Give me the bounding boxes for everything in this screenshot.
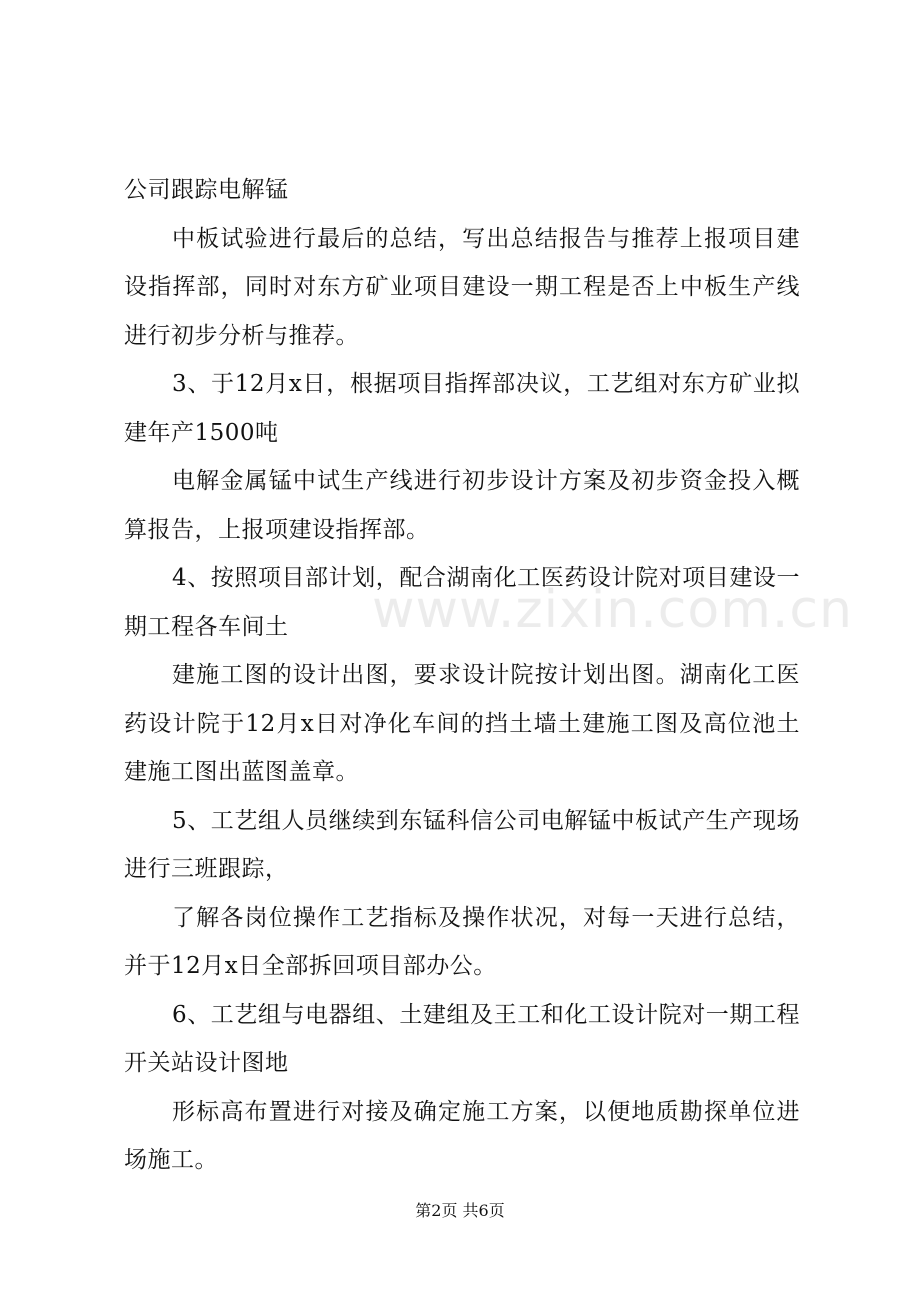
- paragraph-8: 了解各岗位操作工艺指标及操作状况，对每一天进行总结，并于12月x日全部拆回项目部办公。: [124, 904, 800, 979]
- watermark: www.zixin.com.cn: [372, 580, 853, 640]
- paragraph-2: 中板试验进行最后的总结，写出总结报告与推荐上报项目建设指挥部，同时对东方矿业项目建设一期工程是否上中板生产线进行初步分析与推荐。: [124, 225, 800, 349]
- page-number-footer: 第2页 共6页: [415, 1201, 505, 1220]
- paragraph-5: 4、按照项目部计划，配合湖南化工医药设计院对项目建设一期工程各车间土: [124, 565, 800, 640]
- paragraph-1: 公司跟踪电解锰: [124, 177, 289, 203]
- paragraph-4: 电解金属锰中试生产线进行初步设计方案及初步资金投入概算报告，上报项建设指挥部。: [124, 468, 800, 543]
- paragraph-7: 5、工艺组人员继续到东锰科信公司电解锰中板试产生产现场进行三班跟踪，: [124, 807, 800, 882]
- document-body: [124, 166, 800, 1185]
- paragraph-10: 形标高布置进行对接及确定施工方案，以便地质勘探单位进场施工。: [124, 1098, 800, 1173]
- paragraph-9: 6、工艺组与电器组、土建组及王工和化工设计院对一期工程开关站设计图地: [124, 1001, 800, 1076]
- paragraph-6: 建施工图的设计出图，要求设计院按计划出图。湖南化工医药设计院于12月x日对净化车间的挡土墙土建施工图及高位池土建施工图出蓝图盖章。: [124, 662, 800, 785]
- paragraph-3: 3、于12月x日，根据项目指挥部决议，工艺组对东方矿业拟建年产1500吨: [124, 371, 800, 446]
